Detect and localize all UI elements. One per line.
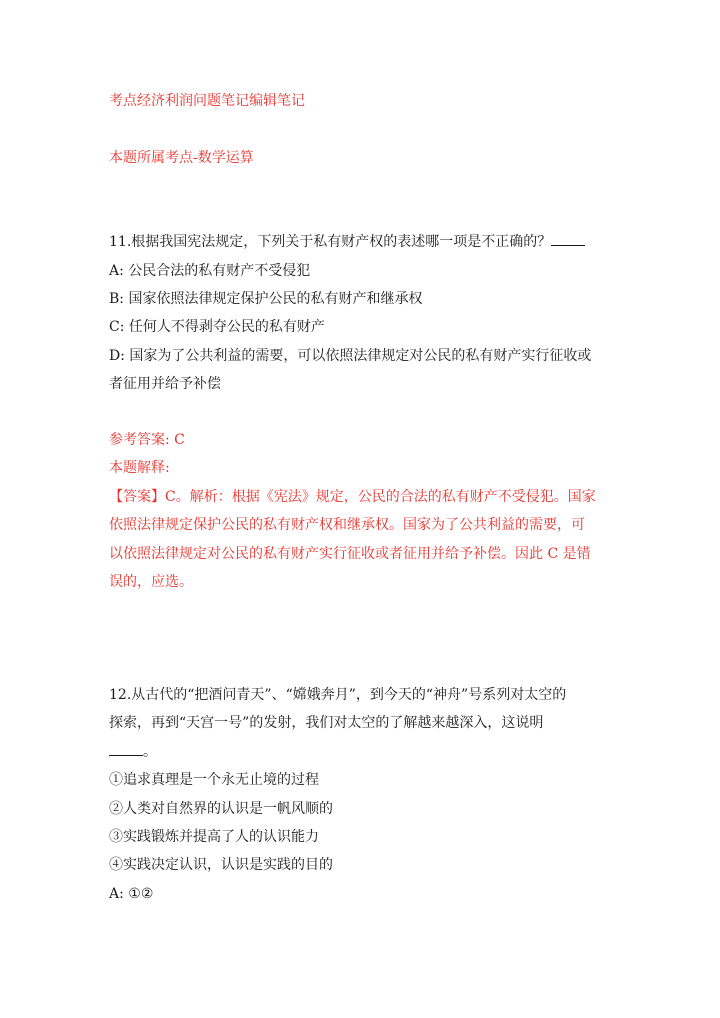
q11-option-d-cont: 者征用并给予补偿 <box>109 376 221 392</box>
note-topic: 本题所属考点-数学运算 <box>109 150 254 166</box>
q12-option-a: A: ①② <box>109 886 154 902</box>
q11-option-d: D: 国家为了公共利益的需要，可以依照法律规定对公民的私有财产实行征收或 <box>109 348 592 364</box>
answer-blank <box>551 233 585 246</box>
note-title: 考点经济利润问题笔记编辑笔记 <box>109 93 305 109</box>
q11-answer: 参考答案: C <box>109 432 185 448</box>
q11-explanation-line: 【答案】C。解析：根据《宪法》规定，公民的合法的私有财产不受侵犯。国家 <box>109 489 596 505</box>
q11-option-c: C: 任何人不得剥夺公民的私有财产 <box>109 319 325 335</box>
q12-stem-line: 12.从古代的“把酒问青天”、“嫦娥奔月”，到今天的“神舟”号系列对太空的 <box>109 687 567 703</box>
q11-option-a: A: 公民合法的私有财产不受侵犯 <box>109 263 311 279</box>
q12-statement: ③实践锻炼并提高了人的认识能力 <box>109 829 319 845</box>
q12-stem-line: 探索，再到“天宫一号”的发射，我们对太空的了解越来越深入，这说明 <box>109 715 544 731</box>
q11-stem-text: 11.根据我国宪法规定，下列关于私有财产权的表述哪一项是不正确的？ <box>109 234 552 250</box>
q11-stem <box>109 232 585 252</box>
q11-explanation-line: 以依照法律规定对公民的私有财产实行征收或者征用并给予补偿。因此 C 是错 <box>109 546 591 562</box>
q11-option-b: B: 国家依照法律规定保护公民的私有财产和继承权 <box>109 291 423 307</box>
q12-stem-end-text: 。 <box>143 744 157 760</box>
q12-stem-end <box>109 742 157 762</box>
q12-statement: ①追求真理是一个永无止境的过程 <box>109 772 319 788</box>
q12-statement: ②人类对自然界的认识是一帆风顺的 <box>109 801 333 817</box>
answer-blank <box>109 743 143 756</box>
q11-explanation-line: 误的，应选。 <box>109 574 193 590</box>
q11-explanation-line: 依照法律规定保护公民的私有财产权和继承权。国家为了公共利益的需要，可 <box>109 517 585 533</box>
q12-statement: ④实践决定认识，认识是实践的目的 <box>109 857 333 873</box>
q11-explain-label: 本题解释: <box>109 460 170 476</box>
